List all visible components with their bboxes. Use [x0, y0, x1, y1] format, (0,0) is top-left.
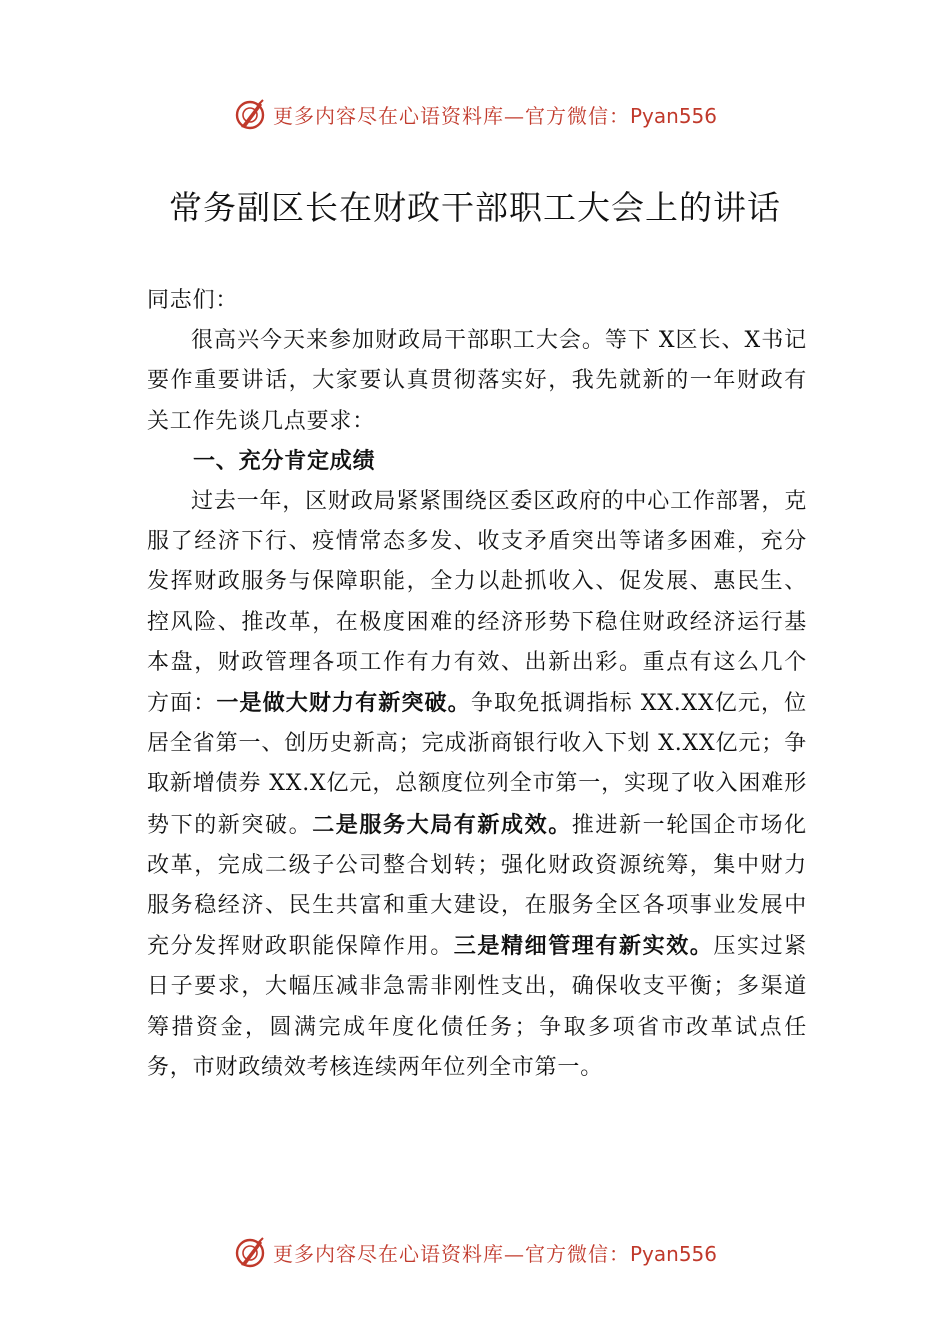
document-title: 常务副区长在财政干部职工大会上的讲话	[169, 188, 781, 227]
highlight-2: 二是服务大局有新成效。	[312, 811, 572, 838]
highlight-3: 三是精细管理有新实效。	[453, 933, 714, 960]
document-body	[147, 281, 807, 1088]
salutation: 同志们：	[147, 288, 239, 313]
watermark-id: Pyan556	[629, 1241, 717, 1266]
section1-text-2: 争取免抵调指标 XX.XX亿元，位居全省第一、创历史新高；完成浙商银行收入下划 X.XX亿元；争取新增债券 XX.X亿元，总额度位列全市第一，实现了收入困难形势下的新突破。	[147, 691, 807, 838]
watermark-footer	[0, 1232, 950, 1272]
intro-paragraph: 很高兴今天来参加财政局干部职工大会。等下 X区长、X书记要作重要讲话，大家要认真贯彻落实好，我先就新的一年财政有关工作先谈几点要求：	[147, 328, 807, 434]
section1-paragraph	[147, 482, 807, 1088]
section1-text-4: 压实过紧日子要求，大幅压减非急需非刚性支出，确保收支平衡；多渠道筹措资金，圆满完成年度化债任务；争取多项省市改革试点任务，市财政绩效考核连续两年位列全市第一。	[147, 934, 807, 1080]
section1-text-3: 推进新一轮国企市场化改革，完成二级子公司整合划转；强化财政资源统筹，集中财力服务稳经济、民生共富和重大建设，在服务全区各项事业发展中充分发挥财政职能保障作用。	[147, 812, 807, 960]
section-heading-1: 一、充分肯定成绩	[193, 448, 376, 474]
watermark-text: 更多内容尽在心语资料库—官方微信：Pyan556	[272, 1241, 717, 1266]
watermark-id: Pyan556	[629, 103, 717, 128]
watermark-header	[0, 94, 950, 134]
section1-text-1: 过去一年，区财政局紧紧围绕区委区政府的中心工作部署，克服了经济下行、疫情常态多发、收支矛盾突出等诸多困难，充分发挥财政服务与保障职能，全力以赴抓收入、促发展、惠民生、控风险、推改革，在极度困难的经济形势下稳住财政经济运行基本盘，财政管理各项工作有力有效、出新出彩。重点有这么几个方面：	[147, 489, 807, 717]
pen-feather-circle-icon	[233, 97, 267, 131]
highlight-1: 一是做大财力有新突破。	[216, 690, 471, 717]
watermark-text: 更多内容尽在心语资料库—官方微信：Pyan556	[272, 103, 717, 128]
pen-feather-circle-icon	[233, 1235, 267, 1269]
